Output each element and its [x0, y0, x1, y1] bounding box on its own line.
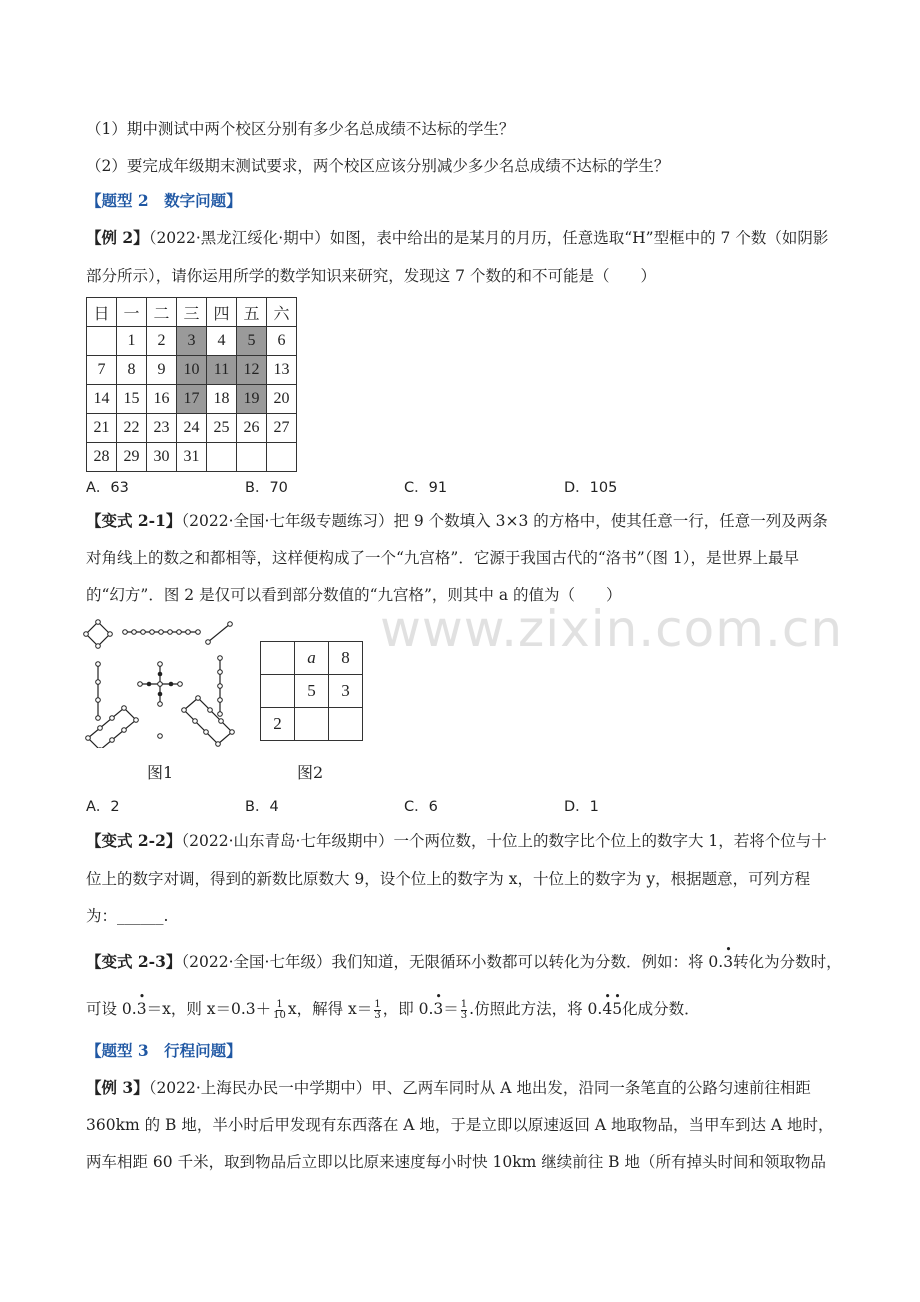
example-3-tag: 【例 3】 — [86, 1078, 149, 1097]
luoshu-figure — [80, 618, 240, 748]
option-c[interactable]: C．91 — [404, 480, 448, 496]
option-a[interactable]: A．2 — [86, 799, 120, 815]
denominator: 10 — [273, 1009, 286, 1021]
variant-2-3-text: 化成分数． — [622, 1000, 700, 1018]
calendar-cell — [267, 443, 297, 472]
calendar-table — [86, 297, 297, 472]
repeating-digit: • 3 — [723, 951, 733, 973]
question-2: （2）要完成年级期末测试要求，两个校区应该分别减少多少名总成绩不达标的学生？ — [86, 157, 670, 175]
calendar-cell: 30 — [147, 443, 177, 472]
calendar-cell: 24 — [177, 414, 207, 443]
calendar-header: 五 — [237, 298, 267, 327]
example-3-text-1: （2022·上海民办民一中学期中）甲、乙两车同时从 A 地出发，沿同一条笔直的公路匀速前往相距 — [148, 1079, 811, 1097]
grid-cell: 2 — [261, 708, 295, 741]
calendar-cell-shaded: 12 — [237, 356, 267, 385]
calendar-cell-shaded: 10 — [177, 356, 207, 385]
calendar-header: 二 — [147, 298, 177, 327]
example-2-tag: 【例 2】 — [86, 228, 149, 247]
fraction-1-10 — [273, 1000, 286, 1021]
figure-2-label: 图2 — [297, 763, 324, 782]
variant-2-3-text: ，即 0. — [382, 1000, 434, 1018]
option-d[interactable]: D．105 — [564, 480, 618, 496]
grid-cell: 5 — [295, 675, 329, 708]
calendar-cell: 7 — [87, 356, 117, 385]
calendar-cell: 21 — [87, 414, 117, 443]
grid-cell — [329, 708, 363, 741]
calendar-cell: 2 — [147, 327, 177, 356]
calendar-cell: 15 — [117, 385, 147, 414]
calendar-cell: 28 — [87, 443, 117, 472]
option-d[interactable]: D．1 — [564, 799, 599, 815]
calendar-cell-shaded: 3 — [177, 327, 207, 356]
question-1: （1）期中测试中两个校区分别有多少名总成绩不达标的学生？ — [86, 120, 515, 138]
calendar-cell: 31 — [177, 443, 207, 472]
calendar-cell: 1 — [117, 327, 147, 356]
calendar-cell: 27 — [267, 414, 297, 443]
variant-2-1-line-1 — [86, 510, 828, 532]
grid-cell: 3 — [329, 675, 363, 708]
calendar-cell: 20 — [267, 385, 297, 414]
calendar-header: 四 — [207, 298, 237, 327]
calendar-cell-shaded: 19 — [237, 385, 267, 414]
variant-2-1-line-3: 的“幻方”．图 2 是仅可以看到部分数值的“九宫格”，则其中 a 的值为（ ） — [86, 586, 622, 604]
variant-2-3-line-2 — [86, 998, 700, 1021]
calendar-header: 日 — [87, 298, 117, 327]
repeating-digit: • 3 — [433, 998, 443, 1020]
variant-2-2-line-1 — [86, 830, 827, 852]
example-3-line-2: 360km 的 B 地，半小时后甲发现有东西落在 A 地，于是立即以原速返回 A 地取物品，当甲车到达 A 地时， — [86, 1116, 834, 1134]
variant-2-3-line-1 — [86, 951, 842, 973]
grid-cell: a — [295, 642, 329, 675]
variant-2-3-text: x，解得 x＝ — [287, 1000, 373, 1018]
calendar-cell: 26 — [237, 414, 267, 443]
variant-2-3-text: .仿照此方法，将 0. — [469, 1000, 603, 1018]
calendar-cell: 6 — [267, 327, 297, 356]
example-2-text-1: （2022·黑龙江绥化·期中）如图，表中给出的是某月的月历，任意选取“H”型框中的 7 个数（如阴影 — [148, 229, 829, 247]
numerator: 1 — [460, 998, 468, 1010]
calendar-cell: 18 — [207, 385, 237, 414]
repeating-digit: • 3 — [137, 998, 147, 1020]
variant-2-3-tag: 【变式 2-3】 — [86, 952, 182, 971]
calendar-cell: 29 — [117, 443, 147, 472]
magic-square-grid — [260, 641, 363, 741]
denominator: 3 — [374, 1009, 381, 1021]
fraction-1-3 — [461, 1000, 467, 1021]
variant-2-3-text-1b: 转化为分数时， — [733, 953, 842, 971]
fraction-1-3 — [374, 1000, 380, 1021]
option-b[interactable]: B．70 — [245, 480, 288, 496]
variant-2-1-tag: 【变式 2-1】 — [86, 511, 182, 530]
option-b[interactable]: B．4 — [245, 799, 279, 815]
denominator: 3 — [460, 1009, 468, 1021]
calendar-cell: 8 — [117, 356, 147, 385]
calendar-cell: 9 — [147, 356, 177, 385]
grid-cell — [295, 708, 329, 741]
calendar-cell — [87, 327, 117, 356]
variant-2-3-text: ＝ — [443, 1000, 459, 1018]
calendar-cell: 16 — [147, 385, 177, 414]
calendar-cell: 22 — [117, 414, 147, 443]
variant-2-2-text-1: （2022·山东青岛·七年级期中）一个两位数，十位上的数字比个位上的数字大 1，若将个位与十 — [181, 832, 827, 850]
variant-2-1-text-1: （2022·全国·七年级专题练习）把 9 个数填入 3×3 的方格中，使其任意一行，任意一列及两条 — [181, 512, 828, 530]
section-heading-2: 【题型 2 数字问题】 — [86, 191, 242, 210]
calendar-cell-shaded: 5 — [237, 327, 267, 356]
grid-cell — [261, 675, 295, 708]
calendar-header: 一 — [117, 298, 147, 327]
variant-2-3-text: 可设 0. — [86, 1000, 137, 1018]
variant-2-1-line-2: 对角线上的数之和都相等，这样便构成了一个“九宫格”．它源于我国古代的“洛书”（图 1），是世界上最早 — [86, 549, 799, 567]
calendar-header: 三 — [177, 298, 207, 327]
figure-1-label: 图1 — [147, 763, 174, 782]
numerator: 1 — [374, 998, 381, 1010]
calendar-cell: 13 — [267, 356, 297, 385]
variant-2-3-text: ＝x，则 x＝0.3＋ — [146, 1000, 272, 1018]
watermark: www.zixin.com.cn — [380, 600, 844, 658]
option-c[interactable]: C．6 — [404, 799, 438, 815]
calendar-cell — [237, 443, 267, 472]
variant-2-2-tag: 【变式 2-2】 — [86, 831, 182, 850]
calendar-cell: 23 — [147, 414, 177, 443]
calendar-cell: 14 — [87, 385, 117, 414]
section-heading-3: 【题型 3 行程问题】 — [86, 1041, 242, 1060]
example-2-line-2: 部分所示），请你运用所学的数学知识来研究，发现这 7 个数的和不可能是（ ） — [86, 267, 656, 285]
variant-2-2-line-3: 为：______. — [86, 907, 169, 925]
calendar-cell-shaded: 11 — [207, 356, 237, 385]
option-a[interactable]: A．63 — [86, 480, 129, 496]
variant-2-2-line-2: 位上的数字对调，得到的新数比原数大 9，设个位上的数字为 x，十位上的数字为 y，根据题意，可列方程 — [86, 870, 811, 888]
numerator: 1 — [276, 998, 283, 1010]
example-3-line-1 — [86, 1077, 811, 1099]
calendar-cell-shaded: 17 — [177, 385, 207, 414]
variant-2-3-text-1a: （2022·全国·七年级）我们知道，无限循环小数都可以转化为分数．例如：将 0. — [181, 953, 724, 971]
grid-cell — [261, 642, 295, 675]
calendar-cell: 4 — [207, 327, 237, 356]
repeating-digit: • 5 — [612, 998, 622, 1020]
calendar-cell: 25 — [207, 414, 237, 443]
example-3-line-3: 两车相距 60 千米，取到物品后立即以比原来速度每小时快 10km 继续前往 B 地（所有掉头时间和领取物品 — [86, 1153, 826, 1171]
calendar-cell — [207, 443, 237, 472]
example-2-line-1 — [86, 227, 828, 249]
calendar-header: 六 — [267, 298, 297, 327]
repeating-digit: • 4 — [602, 998, 612, 1020]
grid-cell: 8 — [329, 642, 363, 675]
